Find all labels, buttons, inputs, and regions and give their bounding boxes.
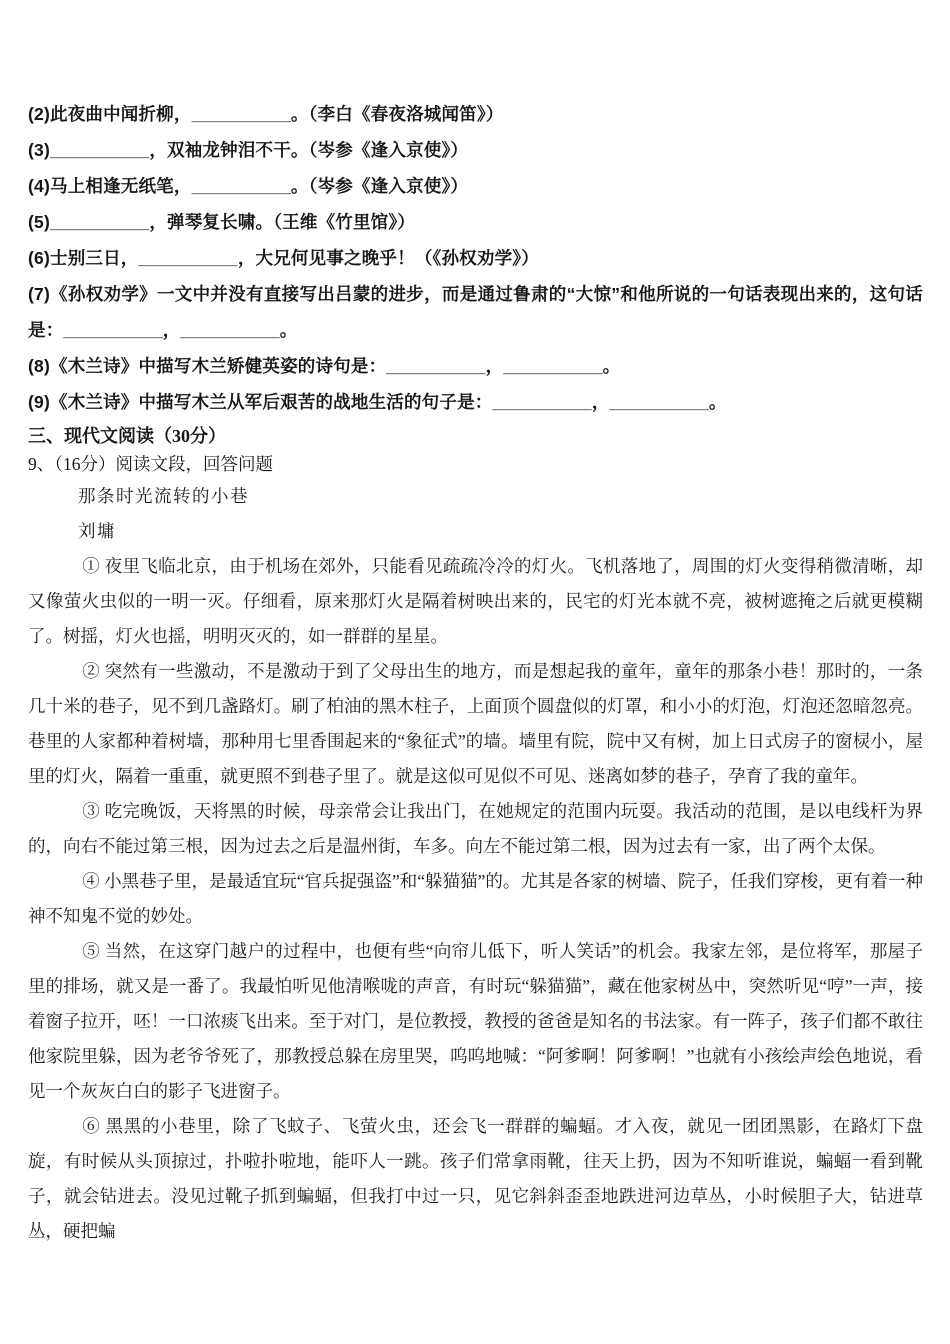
question-line-6: (6)士别三日，__________，大兄何见事之晚乎！（《孙权劝学》） (28, 248, 539, 268)
passage-author: 刘墉 (78, 521, 116, 541)
fill-in-blank-question-list (28, 96, 923, 420)
passage-paragraph-1: ① 夜里飞临北京，由于机场在郊外，只能看见疏疏冷冷的灯火。飞机落地了，周围的灯火变得稍微清晰，却又像萤火虫似的一明一灭。仔细看，原来那灯火是隔着树映出来的，民宅的灯光本就不亮，被树遮掩之后就更模糊了。树摇，灯火也摇，明明灭灭的，如一群群的星星。 (28, 556, 923, 646)
passage-paragraph-4: ④ 小黑巷子里，是最适宜玩“官兵捉强盗”和“躲猫猫”的。尤其是各家的树墙、院子，任我们穿梭，更有着一种神不知鬼不觉的妙处。 (28, 871, 923, 926)
passage-paragraph-5: ⑤ 当然，在这穿门越户的过程中，也便有些“向帘儿低下，听人笑话”的机会。我家左邻，是位将军，那屋子里的排场，就又是一番了。我最怕听见他清喉咙的声音，有时玩“躲猫猫”，藏在他家树丛中，突然听见“哼”一声，接着窗子拉开，呸！一口浓痰飞出来。至于对门，是位教授，教授的爸爸是知名的书法家。有一阵子，孩子们都不敢往他家院里躲，因为老爷爷死了，那教授总躲在房里哭，呜呜地喊：“阿爹啊！阿爹啊！”也就有小孩绘声绘色地说，看见一个灰灰白白的影子飞进窗子。 (28, 941, 923, 1101)
section-heading-modern-reading: 三、现代文阅读（30分） (28, 426, 226, 446)
question-line-9: (9)《木兰诗》中描写木兰从军后艰苦的战地生活的句子是：__________，__________。 (28, 392, 727, 412)
reading-task-intro: 9、（16分）阅读文段，回答问题 (28, 454, 273, 474)
question-line-4: (4)马上相逢无纸笔，__________。（岑参《逢入京使》） (28, 176, 469, 196)
passage-paragraph-2: ② 突然有一些激动，不是激动于到了父母出生的地方，而是想起我的童年，童年的那条小巷！那时的，一条几十米的巷子，见不到几盏路灯。刷了柏油的黑木柱子，上面顶个圆盘似的灯罩，和小小的灯泡，灯泡还忽暗忽亮。巷里的人家都种着树墙，那种用七里香围起来的“象征式”的墙。墙里有院，院中又有树，加上日式房子的窗棂小，屋里的灯火，隔着一重重，就更照不到巷子里了。就是这似可见似不可见、迷离如梦的巷子，孕育了我的童年。 (28, 661, 923, 786)
question-line-5: (5)__________，弹琴复长啸。（王维《竹里馆》） (28, 212, 416, 232)
question-line-2: (2)此夜曲中闻折柳，__________。（李白《春夜洛城闻笛》） (28, 104, 504, 124)
passage-paragraph-6: ⑥ 黑黑的小巷里，除了飞蚊子、飞萤火虫，还会飞一群群的蝙蝠。才入夜，就见一团团黑影，在路灯下盘旋，有时候从头顶掠过，扑啦扑啦地，能吓人一跳。孩子们常拿雨靴，往天上扔，因为不知听谁说，蝙蝠一看到靴子，就会钻进去。没见过靴子抓到蝙蝠，但我打中过一只，见它斜斜歪歪地跌进河边草丛，小时候胆子大，钻进草丛，硬把蝙 (28, 1116, 923, 1241)
question-line-3: (3)__________，双袖龙钟泪不干。（岑参《逢入京使》） (28, 140, 469, 160)
passage-paragraph-3: ③ 吃完晚饭，天将黑的时候，母亲常会让我出门，在她规定的范围内玩耍。我活动的范围，是以电线杆为界的，向右不能过第三根，因为过去之后是温州街，车多。向左不能过第二根，因为过去有一家，出了两个太保。 (28, 801, 923, 856)
question-line-7: (7)《孙权劝学》一文中并没有直接写出吕蒙的进步，而是通过鲁肃的“大惊”和他所说的一句话表现出来的，这句话是：__________，__________。 (28, 284, 923, 340)
passage-title: 那条时光流转的小巷 (78, 486, 249, 506)
question-line-8: (8)《木兰诗》中描写木兰矫健英姿的诗句是：__________，__________。 (28, 356, 621, 376)
